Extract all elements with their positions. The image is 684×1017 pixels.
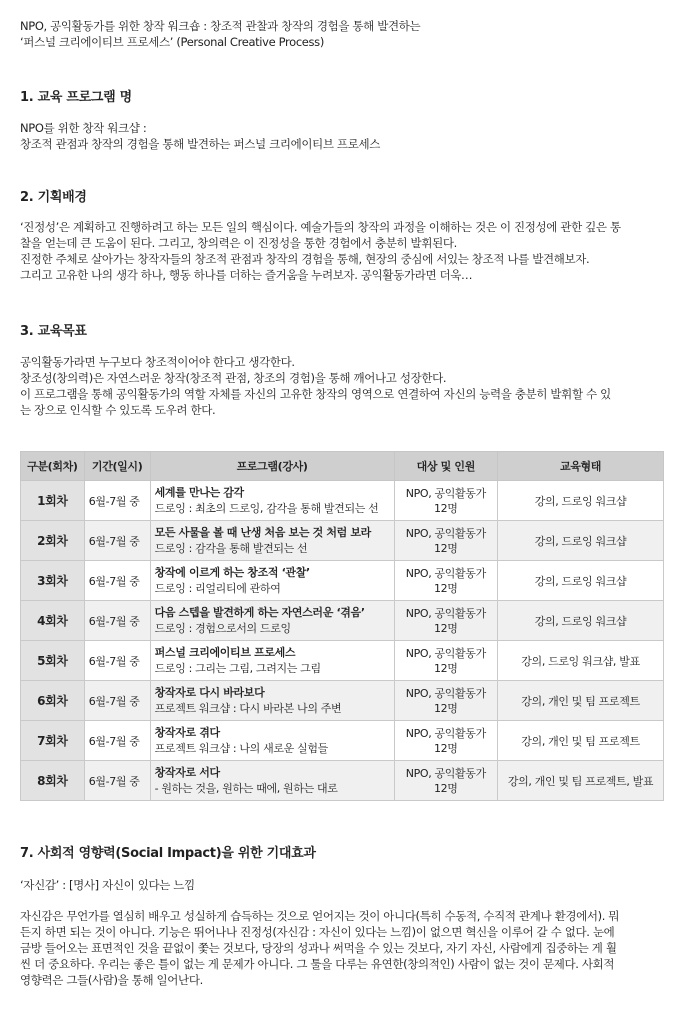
program-desc: 드로잉 : 경험으로서의 드로잉 [154, 621, 291, 635]
period-cell: 6월-7월 중 [84, 721, 150, 761]
header-program: 프로그램(강사) [150, 452, 394, 481]
program-cell [150, 481, 394, 521]
program-title: 세계를 만나는 감각 [154, 485, 244, 499]
schedule-table [20, 451, 664, 801]
round-cell: 7회차 [21, 721, 85, 761]
round-cell: 1회차 [21, 481, 85, 521]
target-group: NPO, 공익활동가 [405, 766, 486, 780]
target-group: NPO, 공익활동가 [405, 526, 486, 540]
table-row [21, 721, 664, 761]
program-desc: 드로잉 : 감각을 통해 발견되는 선 [154, 541, 308, 555]
target-count: 12명 [434, 581, 458, 595]
program-desc: 드로잉 : 최초의 드로잉, 감각을 통해 발견되는 선 [154, 501, 379, 515]
program-title: 모든 사물을 볼 때 난생 처음 보는 것 처럼 보라 [154, 525, 371, 539]
program-cell [150, 521, 394, 561]
target-cell [394, 721, 498, 761]
form-cell: 강의, 드로잉 워크샵 [498, 521, 664, 561]
target-cell [394, 641, 498, 681]
form-cell: 강의, 개인 및 팀 프로젝트, 발표 [498, 761, 664, 801]
period-cell: 6월-7월 중 [84, 481, 150, 521]
target-count: 12명 [434, 781, 458, 795]
impact-line: 든지 하면 되는 것이 아니다. 기능은 뛰어나나 진정성(자신감 : 자신이 있다는 느낌)이 없으면 혁신을 이루어 갈 수 없다. 눈에 [20, 925, 615, 939]
table-row [21, 481, 664, 521]
program-cell [150, 601, 394, 641]
period-cell: 6월-7월 중 [84, 601, 150, 641]
table-row [21, 601, 664, 641]
table-row [21, 641, 664, 681]
header-period: 기간(일시) [84, 452, 150, 481]
target-cell [394, 521, 498, 561]
program-cell [150, 641, 394, 681]
header-target: 대상 및 인원 [394, 452, 498, 481]
program-title: 창작자로 다시 바라보다 [154, 685, 265, 699]
table-row [21, 521, 664, 561]
round-cell: 5회차 [21, 641, 85, 681]
target-cell [394, 601, 498, 641]
target-count: 12명 [434, 741, 458, 755]
target-count: 12명 [434, 541, 458, 555]
impact-line: 자신감은 무언가를 열심히 배우고 성실하게 습득하는 것으로 얻어지는 것이 아니다(특히 수동적, 수직적 관계나 환경에서). 뭐 [20, 909, 620, 923]
section-1-heading: 1. 교육 프로그램 명 [20, 90, 132, 105]
section-7-body [20, 908, 670, 988]
goal-line: 창조성(창의력)은 자연스러운 창작(창조적 관점, 창조의 경험)을 통해 깨어나고 성장한다. [20, 371, 447, 385]
round-cell: 2회차 [21, 521, 85, 561]
program-desc: 프로젝트 워크샵 : 다시 바라본 나의 주변 [154, 701, 342, 715]
target-count: 12명 [434, 501, 458, 515]
program-cell [150, 721, 394, 761]
form-cell: 강의, 드로잉 워크샵 [498, 601, 664, 641]
background-line: ‘진정성’은 계획하고 진행하려고 하는 모든 일의 핵심이다. 예술가들의 창작의 과정을 이해하는 것은 이 진정성에 관한 깊은 통 [20, 220, 621, 234]
program-cell [150, 681, 394, 721]
section-2-heading: 2. 기획배경 [20, 190, 87, 205]
target-group: NPO, 공익활동가 [405, 726, 486, 740]
program-title: 창작자로 서다 [154, 765, 220, 779]
form-cell: 강의, 드로잉 워크샵 [498, 481, 664, 521]
form-cell: 강의, 드로잉 워크샵 [498, 561, 664, 601]
program-name-line-2: 창조적 관점과 창작의 경험을 통해 발견하는 퍼스널 크리에이티브 프로세스 [20, 137, 380, 151]
program-desc: 프로젝트 워크샵 : 나의 새로운 실험들 [154, 741, 328, 755]
section-2-body [20, 219, 670, 283]
impact-line: 씬 더 중요하다. 우리는 좋은 틀이 없는 게 문제가 아니다. 그 툴을 다루는 유연한(창의적인) 사람이 없는 것이 문제다. 사회적 [20, 957, 615, 971]
program-cell [150, 761, 394, 801]
table-row [21, 681, 664, 721]
goal-line: 이 프로그램을 통해 공익활동가의 역할 자체를 자신의 고유한 창작의 영역으로 연결하여 자신의 능력을 충분히 발휘할 수 있 [20, 387, 611, 401]
target-count: 12명 [434, 701, 458, 715]
form-cell: 강의, 개인 및 팀 프로젝트 [498, 721, 664, 761]
program-desc: 드로잉 : 그리는 그림, 그려지는 그림 [154, 661, 321, 675]
target-count: 12명 [434, 661, 458, 675]
target-group: NPO, 공익활동가 [405, 646, 486, 660]
impact-line: 금방 들어오는 표면적인 것을 끝없이 쫓는 것보다, 당장의 성과나 써먹을 수 있는 것보다, 자기 자신, 사람에게 집중하는 게 훨 [20, 941, 617, 955]
period-cell: 6월-7월 중 [84, 681, 150, 721]
program-title: 창작자로 겪다 [154, 725, 220, 739]
form-cell: 강의, 드로잉 워크샵, 발표 [498, 641, 664, 681]
program-desc: 드로잉 : 리얼리티에 관하여 [154, 581, 281, 595]
goal-line: 는 장으로 인식할 수 있도록 도우려 한다. [20, 403, 216, 417]
section-7-heading: 7. 사회적 영향력(Social Impact)을 위한 기대효과 [20, 846, 316, 861]
program-title: 다음 스텝을 발견하게 하는 자연스러운 ‘겪음’ [154, 605, 365, 619]
program-title: 창작에 이르게 하는 창조적 ‘관찰’ [154, 565, 310, 579]
document-title [20, 18, 670, 50]
background-line: 진정한 주체로 살아가는 창작자들의 창조적 관점과 창작의 경험을 통해, 현장의 중심에 서있는 창조적 나를 발견해보자. [20, 252, 590, 266]
target-cell [394, 681, 498, 721]
form-cell: 강의, 개인 및 팀 프로젝트 [498, 681, 664, 721]
target-cell [394, 761, 498, 801]
period-cell: 6월-7월 중 [84, 561, 150, 601]
table-row [21, 761, 664, 801]
title-line-2: ‘퍼스널 크리에이티브 프로세스’ (Personal Creative Process) [20, 35, 324, 49]
target-count: 12명 [434, 621, 458, 635]
background-line: 찰을 얻는데 큰 도움이 된다. 그리고, 창의력은 이 진정성을 통한 경험에서 충분히 발휘된다. [20, 236, 457, 250]
program-name-line-1: NPO를 위한 창작 워크샵 : [20, 121, 147, 135]
target-group: NPO, 공익활동가 [405, 486, 486, 500]
round-cell: 3회차 [21, 561, 85, 601]
section-3-heading: 3. 교육목표 [20, 324, 87, 339]
period-cell: 6월-7월 중 [84, 761, 150, 801]
target-group: NPO, 공익활동가 [405, 606, 486, 620]
background-line: 그리고 고유한 나의 생각 하나, 행동 하나를 더하는 즐거움을 누려보자. 공익활동가라면 더욱… [20, 268, 473, 282]
program-cell [150, 561, 394, 601]
section-1-body [20, 120, 670, 152]
table-header-row [21, 452, 664, 481]
table-row [21, 561, 664, 601]
target-group: NPO, 공익활동가 [405, 566, 486, 580]
period-cell: 6월-7월 중 [84, 641, 150, 681]
round-cell: 6회차 [21, 681, 85, 721]
round-cell: 4회차 [21, 601, 85, 641]
header-round: 구분(회차) [21, 452, 85, 481]
round-cell: 8회차 [21, 761, 85, 801]
program-desc: - 원하는 것을, 원하는 때에, 원하는 대로 [154, 781, 338, 795]
header-form: 교육형태 [498, 452, 664, 481]
goal-line: 공익활동가라면 누구보다 창조적이어야 한다고 생각한다. [20, 355, 295, 369]
target-group: NPO, 공익활동가 [405, 686, 486, 700]
target-cell [394, 481, 498, 521]
title-line-1: NPO, 공익활동가를 위한 창작 워크숍 : 창조적 관찰과 창작의 경험을 통해 발견하는 [20, 19, 421, 33]
impact-line: 영향력은 그들(사람)을 통해 일어난다. [20, 973, 203, 987]
period-cell: 6월-7월 중 [84, 521, 150, 561]
section-3-body [20, 354, 670, 418]
target-cell [394, 561, 498, 601]
program-title: 퍼스널 크리에이티브 프로세스 [154, 645, 296, 659]
confidence-definition: ‘자신감’ : [명사] 자신이 있다는 느낌 [20, 878, 195, 892]
